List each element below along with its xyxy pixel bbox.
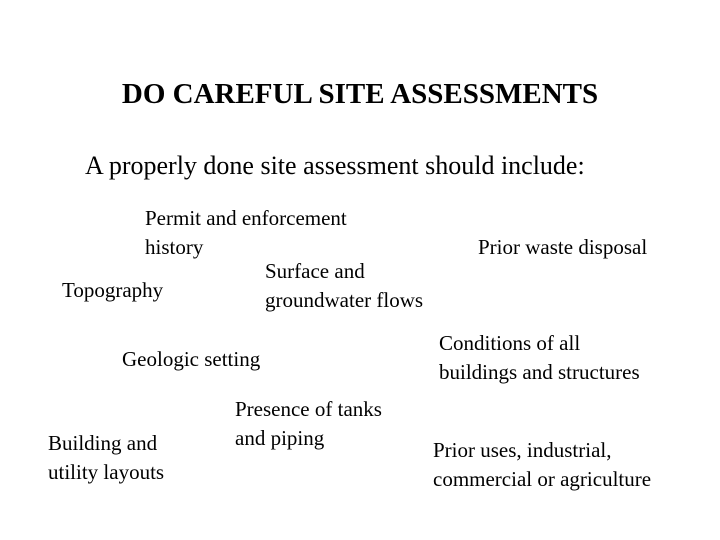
item-line: Permit and enforcement: [145, 206, 347, 230]
item-line: Building and: [48, 431, 158, 455]
item-geologic-setting: [122, 345, 260, 374]
item-line: Prior uses, industrial,: [433, 438, 612, 462]
item-line: commercial or agriculture: [433, 467, 652, 491]
item-line: and piping: [235, 426, 325, 450]
slide-title: DO CAREFUL SITE ASSESSMENTS: [121, 78, 599, 110]
item-building-utility-layouts: [48, 429, 164, 487]
item-line: utility layouts: [48, 460, 165, 484]
item-line: Topography: [62, 278, 164, 302]
item-line: Prior waste disposal: [478, 235, 648, 259]
item-tanks-piping: [235, 395, 382, 453]
item-prior-waste-disposal: [478, 233, 647, 262]
slide-subtitle: A properly done site assessment should include:: [85, 151, 585, 180]
item-prior-uses: [433, 436, 651, 494]
item-line: Presence of tanks: [235, 397, 382, 421]
item-line: history: [145, 235, 204, 259]
item-line: Geologic setting: [122, 347, 261, 371]
item-permit-history: [145, 204, 347, 262]
item-building-conditions: [439, 329, 640, 387]
item-line: Conditions of all: [439, 331, 581, 355]
item-surface-groundwater: [265, 257, 423, 315]
item-line: groundwater flows: [265, 288, 424, 312]
item-line: Surface and: [265, 259, 365, 283]
item-line: buildings and structures: [439, 360, 640, 384]
item-topography: [62, 276, 163, 305]
